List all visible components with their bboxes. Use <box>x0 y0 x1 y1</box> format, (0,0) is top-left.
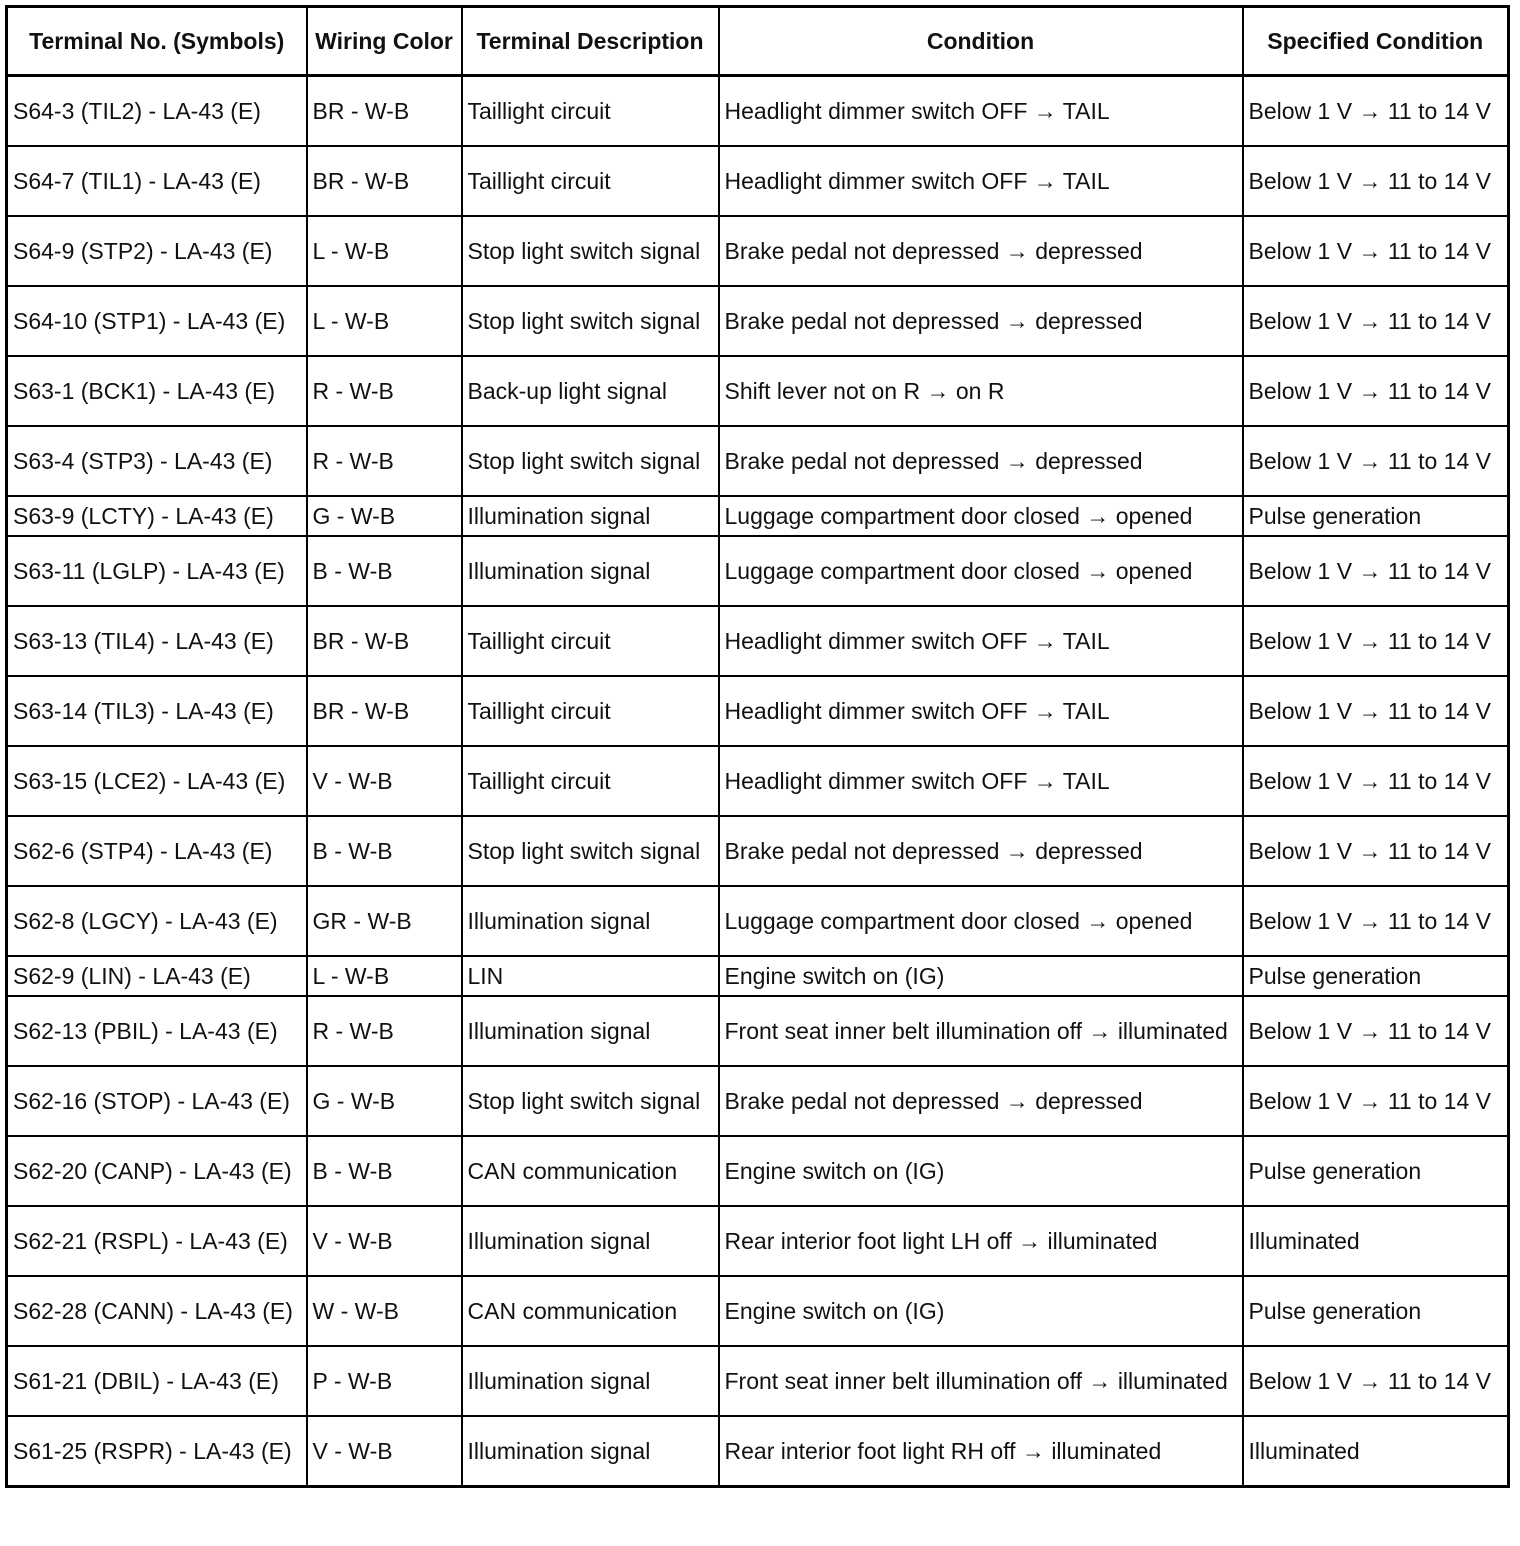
table-header-row <box>7 7 1509 76</box>
header-specified-condition: Specified Condition <box>1243 7 1509 76</box>
terminal-cell: S61-21 (DBIL) - LA-43 (E) <box>7 1346 307 1416</box>
terminal-description-cell: Taillight circuit <box>462 676 719 746</box>
condition-cell: Headlight dimmer switch OFF → TAIL <box>719 676 1243 746</box>
terminal-cell: S64-7 (TIL1) - LA-43 (E) <box>7 146 307 216</box>
table-row <box>7 536 1509 606</box>
wiring-color-cell: R - W-B <box>307 356 462 426</box>
terminal-cell: S63-15 (LCE2) - LA-43 (E) <box>7 746 307 816</box>
specified-condition-cell: Illuminated <box>1243 1206 1509 1276</box>
terminal-cell: S63-11 (LGLP) - LA-43 (E) <box>7 536 307 606</box>
wiring-color-cell: G - W-B <box>307 496 462 536</box>
condition-cell: Shift lever not on R → on R <box>719 356 1243 426</box>
terminal-description-cell: Illumination signal <box>462 536 719 606</box>
condition-cell: Headlight dimmer switch OFF → TAIL <box>719 606 1243 676</box>
terminal-description-cell: Illumination signal <box>462 1416 719 1487</box>
wiring-color-cell: L - W-B <box>307 956 462 996</box>
specified-condition-cell: Below 1 V → 11 to 14 V <box>1243 816 1509 886</box>
terminal-table-sheet <box>5 5 1507 1488</box>
terminal-cell: S63-14 (TIL3) - LA-43 (E) <box>7 676 307 746</box>
condition-cell: Brake pedal not depressed → depressed <box>719 216 1243 286</box>
wiring-color-cell: R - W-B <box>307 426 462 496</box>
wiring-color-cell: B - W-B <box>307 536 462 606</box>
specified-condition-cell: Illuminated <box>1243 1416 1509 1487</box>
condition-cell: Luggage compartment door closed → opened <box>719 536 1243 606</box>
terminal-cell: S62-9 (LIN) - LA-43 (E) <box>7 956 307 996</box>
condition-cell: Engine switch on (IG) <box>719 1136 1243 1206</box>
terminal-description-cell: Illumination signal <box>462 996 719 1066</box>
wiring-color-cell: V - W-B <box>307 1416 462 1487</box>
condition-cell: Engine switch on (IG) <box>719 1276 1243 1346</box>
terminal-description-cell: Taillight circuit <box>462 76 719 147</box>
terminal-description-cell: Back-up light signal <box>462 356 719 426</box>
terminal-cell: S62-6 (STP4) - LA-43 (E) <box>7 816 307 886</box>
terminal-description-cell: Stop light switch signal <box>462 1066 719 1136</box>
terminal-description-cell: Stop light switch signal <box>462 216 719 286</box>
wiring-color-cell: BR - W-B <box>307 76 462 147</box>
terminal-description-cell: CAN communication <box>462 1136 719 1206</box>
table-row <box>7 746 1509 816</box>
condition-cell: Front seat inner belt illumination off → illuminated <box>719 1346 1243 1416</box>
specified-condition-cell: Pulse generation <box>1243 496 1509 536</box>
condition-cell: Front seat inner belt illumination off → illuminated <box>719 996 1243 1066</box>
specified-condition-cell: Below 1 V → 11 to 14 V <box>1243 676 1509 746</box>
wiring-color-cell: P - W-B <box>307 1346 462 1416</box>
table-row <box>7 426 1509 496</box>
header-condition: Condition <box>719 7 1243 76</box>
wiring-color-cell: G - W-B <box>307 1066 462 1136</box>
terminal-description-cell: Taillight circuit <box>462 146 719 216</box>
condition-cell: Brake pedal not depressed → depressed <box>719 1066 1243 1136</box>
table-row <box>7 496 1509 536</box>
terminal-cell: S63-4 (STP3) - LA-43 (E) <box>7 426 307 496</box>
wiring-color-cell: W - W-B <box>307 1276 462 1346</box>
table-row <box>7 76 1509 147</box>
terminal-cell: S64-3 (TIL2) - LA-43 (E) <box>7 76 307 147</box>
condition-cell: Luggage compartment door closed → opened <box>719 886 1243 956</box>
specified-condition-cell: Below 1 V → 11 to 14 V <box>1243 886 1509 956</box>
condition-cell: Rear interior foot light RH off → illuminated <box>719 1416 1243 1487</box>
table-row <box>7 956 1509 996</box>
table-body <box>7 76 1509 1487</box>
specified-condition-cell: Pulse generation <box>1243 1136 1509 1206</box>
terminal-description-cell: LIN <box>462 956 719 996</box>
table-row <box>7 886 1509 956</box>
terminal-description-cell: Illumination signal <box>462 886 719 956</box>
specified-condition-cell: Below 1 V → 11 to 14 V <box>1243 216 1509 286</box>
table-row <box>7 996 1509 1066</box>
terminal-description-cell: Illumination signal <box>462 496 719 536</box>
terminal-cell: S62-28 (CANN) - LA-43 (E) <box>7 1276 307 1346</box>
terminal-description-cell: Stop light switch signal <box>462 816 719 886</box>
terminal-cell: S62-13 (PBIL) - LA-43 (E) <box>7 996 307 1066</box>
table-row <box>7 676 1509 746</box>
header-terminal-description: Terminal Description <box>462 7 719 76</box>
terminal-description-cell: CAN communication <box>462 1276 719 1346</box>
table-row <box>7 286 1509 356</box>
terminal-description-cell: Taillight circuit <box>462 606 719 676</box>
specified-condition-cell: Below 1 V → 11 to 14 V <box>1243 1066 1509 1136</box>
specified-condition-cell: Below 1 V → 11 to 14 V <box>1243 606 1509 676</box>
table-row <box>7 1136 1509 1206</box>
table-row <box>7 1206 1509 1276</box>
wiring-color-cell: B - W-B <box>307 816 462 886</box>
wiring-color-cell: L - W-B <box>307 216 462 286</box>
condition-cell: Engine switch on (IG) <box>719 956 1243 996</box>
terminal-description-cell: Taillight circuit <box>462 746 719 816</box>
terminal-description-cell: Stop light switch signal <box>462 426 719 496</box>
specified-condition-cell: Pulse generation <box>1243 1276 1509 1346</box>
terminal-cell: S64-10 (STP1) - LA-43 (E) <box>7 286 307 356</box>
wiring-color-cell: BR - W-B <box>307 146 462 216</box>
specified-condition-cell: Below 1 V → 11 to 14 V <box>1243 426 1509 496</box>
specified-condition-cell: Below 1 V → 11 to 14 V <box>1243 746 1509 816</box>
wiring-color-cell: V - W-B <box>307 1206 462 1276</box>
wiring-color-cell: V - W-B <box>307 746 462 816</box>
specified-condition-cell: Below 1 V → 11 to 14 V <box>1243 536 1509 606</box>
wiring-color-cell: L - W-B <box>307 286 462 356</box>
terminal-description-cell: Stop light switch signal <box>462 286 719 356</box>
condition-cell: Rear interior foot light LH off → illuminated <box>719 1206 1243 1276</box>
condition-cell: Headlight dimmer switch OFF → TAIL <box>719 76 1243 147</box>
header-terminal-no: Terminal No. (Symbols) <box>7 7 307 76</box>
specified-condition-cell: Below 1 V → 11 to 14 V <box>1243 996 1509 1066</box>
specified-condition-cell: Below 1 V → 11 to 14 V <box>1243 76 1509 147</box>
table-row <box>7 146 1509 216</box>
condition-cell: Brake pedal not depressed → depressed <box>719 426 1243 496</box>
table-row <box>7 1066 1509 1136</box>
terminal-cell: S63-1 (BCK1) - LA-43 (E) <box>7 356 307 426</box>
specified-condition-cell: Below 1 V → 11 to 14 V <box>1243 1346 1509 1416</box>
table-row <box>7 1276 1509 1346</box>
terminal-cell: S63-13 (TIL4) - LA-43 (E) <box>7 606 307 676</box>
terminal-cell: S62-21 (RSPL) - LA-43 (E) <box>7 1206 307 1276</box>
terminal-cell: S62-8 (LGCY) - LA-43 (E) <box>7 886 307 956</box>
wiring-color-cell: BR - W-B <box>307 676 462 746</box>
terminal-cell: S64-9 (STP2) - LA-43 (E) <box>7 216 307 286</box>
terminal-cell: S62-16 (STOP) - LA-43 (E) <box>7 1066 307 1136</box>
condition-cell: Headlight dimmer switch OFF → TAIL <box>719 746 1243 816</box>
condition-cell: Luggage compartment door closed → opened <box>719 496 1243 536</box>
terminal-cell: S62-20 (CANP) - LA-43 (E) <box>7 1136 307 1206</box>
specified-condition-cell: Pulse generation <box>1243 956 1509 996</box>
terminal-description-cell: Illumination signal <box>462 1206 719 1276</box>
specified-condition-cell: Below 1 V → 11 to 14 V <box>1243 146 1509 216</box>
table-row <box>7 216 1509 286</box>
condition-cell: Headlight dimmer switch OFF → TAIL <box>719 146 1243 216</box>
table-row <box>7 1416 1509 1487</box>
terminal-inspection-table <box>5 5 1510 1488</box>
table-row <box>7 1346 1509 1416</box>
table-row <box>7 816 1509 886</box>
terminal-cell: S61-25 (RSPR) - LA-43 (E) <box>7 1416 307 1487</box>
table-row <box>7 356 1509 426</box>
wiring-color-cell: B - W-B <box>307 1136 462 1206</box>
table-row <box>7 606 1509 676</box>
terminal-cell: S63-9 (LCTY) - LA-43 (E) <box>7 496 307 536</box>
terminal-description-cell: Illumination signal <box>462 1346 719 1416</box>
condition-cell: Brake pedal not depressed → depressed <box>719 816 1243 886</box>
specified-condition-cell: Below 1 V → 11 to 14 V <box>1243 356 1509 426</box>
wiring-color-cell: BR - W-B <box>307 606 462 676</box>
wiring-color-cell: GR - W-B <box>307 886 462 956</box>
header-wiring-color: Wiring Color <box>307 7 462 76</box>
specified-condition-cell: Below 1 V → 11 to 14 V <box>1243 286 1509 356</box>
wiring-color-cell: R - W-B <box>307 996 462 1066</box>
condition-cell: Brake pedal not depressed → depressed <box>719 286 1243 356</box>
